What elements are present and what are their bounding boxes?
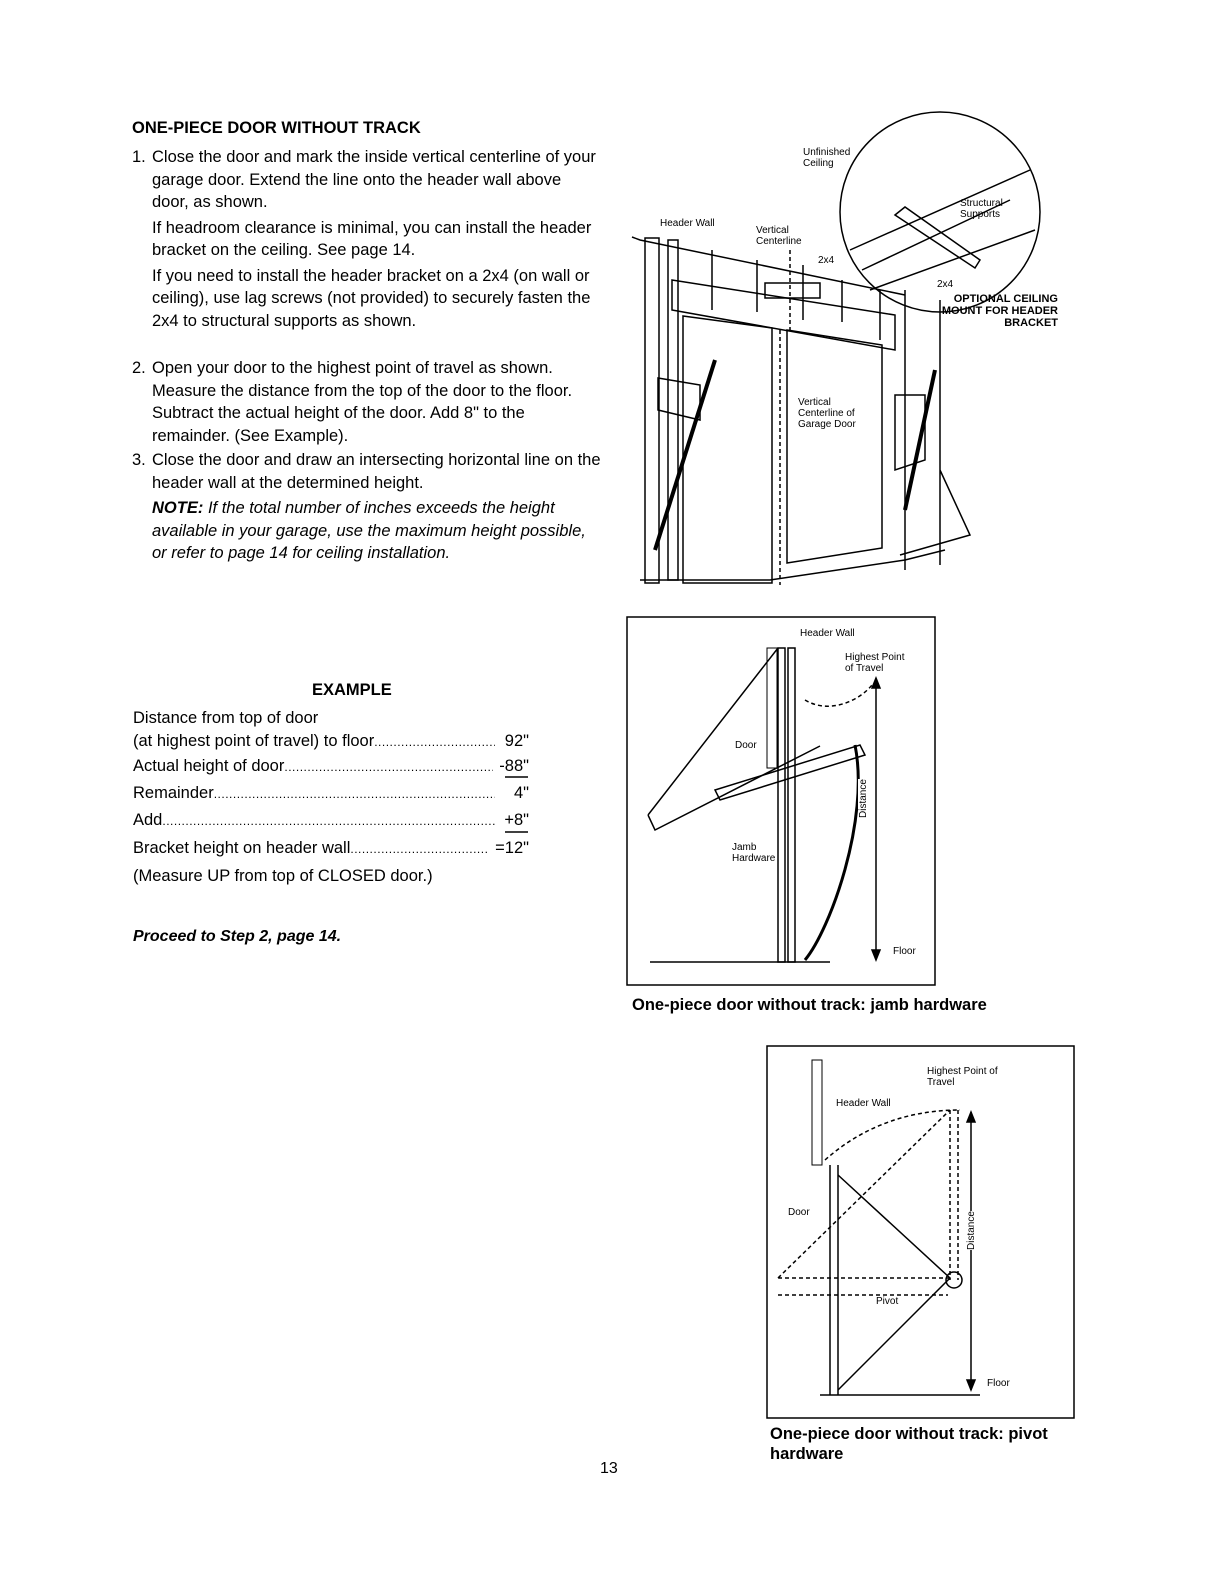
label-structural-supports: Structural Supports [960,198,1003,220]
example-label: Remainder [133,784,214,802]
example-value: =12" [495,839,529,857]
step-paragraph: If headroom clearance is minimal, you can install the header bracket on the ceiling. See page 14. [152,218,592,259]
label-optional-ceiling-mount: OPTIONAL CEILING MOUNT FOR HEADER BRACKET [941,293,1058,329]
note-label: NOTE: [152,499,204,517]
label-floor: Floor [987,1378,1010,1389]
label-header-wall: Header Wall [800,628,855,639]
label-header-wall: Header Wall [836,1098,891,1109]
pivot-hardware-frame [767,1046,1074,1418]
jamb-hardware-drawing [648,648,880,962]
label-unfinished-ceiling: Unfinished Ceiling [803,147,851,169]
example-label: Add [133,811,163,829]
step-number: 3. [132,451,146,469]
example-label: (at highest point of travel) to floor [133,732,375,750]
label-2x4: 2x4 [818,255,835,266]
page-number: 13 [600,1460,618,1477]
example-value: 4" [513,784,529,802]
example-label: Distance from top of door [133,709,319,727]
step-number: 2. [132,359,146,377]
label-jamb-hardware: Jamb Hardware [732,842,776,864]
label-2x4-ceiling: 2x4 [937,279,954,290]
step-text: Close the door and mark the inside vertical centerline of your garage door. Extend the line onto the header wall above door, as shown. [152,148,596,211]
label-vertical-centerline: Vertical Centerline [756,225,802,247]
example-label: (Measure UP from top of CLOSED door.) [133,867,433,885]
example-value: 92" [504,732,529,750]
label-distance: Distance [966,1211,977,1250]
label-door: Door [735,740,757,751]
label-distance: Distance [858,779,869,818]
example-label: Actual height of door [133,757,285,775]
step-text: Open your door to the highest point of travel as shown. Measure the distance from the top of the door to the floor. Subtract the actual height of the door. Add 8" to the remainder. (See Example). [152,359,573,445]
example-label: Bracket height on header wall [133,839,351,857]
label-door: Door [788,1207,810,1218]
label-pivot: Pivot [876,1296,899,1307]
label-header-wall: Header Wall [660,218,715,229]
label-highest-point: Highest Point of Travel [845,652,905,674]
figure-caption-jamb: One-piece door without track: jamb hardware [632,996,987,1014]
label-centerline-garage-door: Vertical Centerline of Garage Door [798,397,856,430]
garage-header-wall-drawing [632,112,1040,585]
label-highest-point: Highest Point of Travel [927,1066,998,1088]
example-value: +8" [504,811,529,829]
step-text: Close the door and draw an intersecting horizontal line on the header wall at the determined height. [152,451,601,492]
step-paragraph: If you need to install the header bracket on a 2x4 (on wall or ceiling), use lag screws (not provided) to securely fasten the 2x4 to structural supports as shown. [152,266,591,330]
figure-caption-pivot: One-piece door without track: pivot hardware [770,1425,1048,1463]
step-number: 1. [132,148,146,166]
proceed-text: Proceed to Step 2, page 14. [133,928,342,945]
example-title: EXAMPLE [312,681,392,699]
pivot-hardware-drawing [778,1060,980,1395]
section-heading: ONE-PIECE DOOR WITHOUT TRACK [132,119,421,137]
note-text: If the total number of inches exceeds the height available in your garage, use the maximum height possible, or refer to page 14 for ceiling installation. [152,499,586,562]
example-value: -88" [499,757,529,775]
label-floor: Floor [893,946,916,957]
